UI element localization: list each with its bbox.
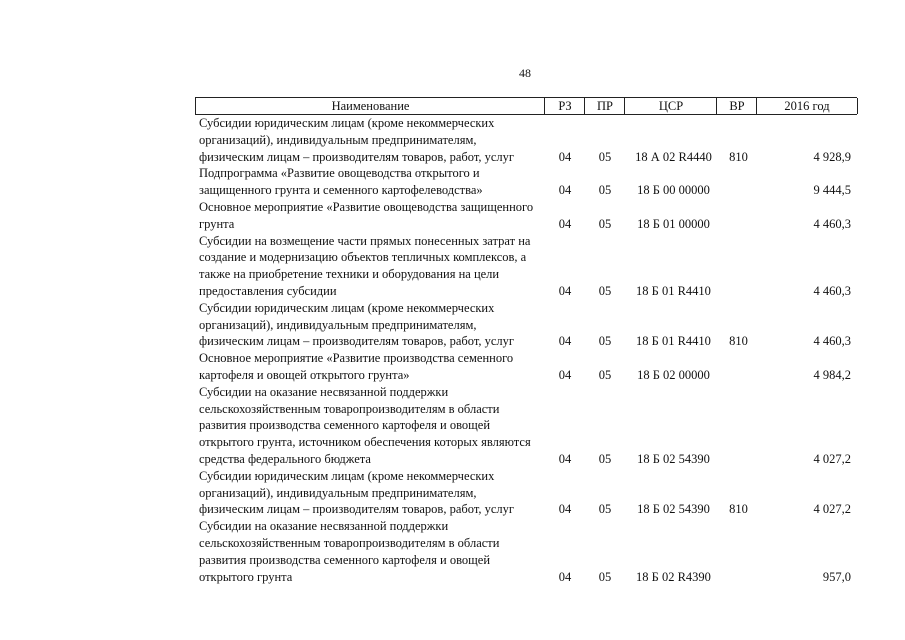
row-csr: 18 Б 01 R4410 — [636, 283, 711, 298]
header-pr: ПР — [584, 98, 625, 114]
table-row — [195, 384, 857, 468]
row-amount: 4 460,3 — [813, 216, 851, 231]
table-header — [195, 97, 857, 115]
row-amount: 957,0 — [822, 569, 851, 584]
page-number: 48 — [519, 66, 531, 80]
row-csr: 18 Б 02 00000 — [637, 367, 710, 382]
row-pr: 05 — [598, 183, 612, 198]
row-pr: 05 — [598, 216, 612, 231]
header-vr: ВР — [716, 98, 757, 114]
table-body — [195, 115, 857, 585]
row-name: Основное мероприятие «Развитие производства семенного картофеля и овощей открытого грунта» — [199, 351, 514, 382]
row-name: Субсидии на оказание несвязанной поддержки сельскохозяйственным товаропроизводителям в области развития производства семенного картофеля и овощей открытого грунта — [199, 519, 500, 584]
row-csr: 18 Б 02 54390 — [637, 502, 710, 517]
table-row — [195, 233, 857, 300]
row-pr: 05 — [598, 149, 612, 164]
row-name: Субсидии юридическим лицам (кроме некоммерческих организаций), индивидуальным предпринимателям, физическим лицам – производителям товаров, работ, услуг — [199, 468, 515, 517]
row-vr: 810 — [729, 149, 748, 164]
row-name: Подпрограмма «Развитие овощеводства открытого и защищенного грунта и семенного картофелеводства» — [199, 166, 483, 198]
row-rz: 04 — [558, 334, 572, 349]
row-pr: 05 — [598, 367, 612, 382]
budget-table — [195, 97, 857, 585]
row-amount: 4 460,3 — [813, 283, 851, 298]
row-name: Субсидии юридическим лицам (кроме некоммерческих организаций), индивидуальным предпринимателям, физическим лицам – производителям товаров, работ, услуг — [199, 300, 515, 349]
row-rz: 04 — [558, 367, 572, 382]
row-rz: 04 — [558, 569, 572, 584]
header-csr: ЦСР — [624, 98, 717, 114]
row-rz: 04 — [558, 451, 572, 466]
row-amount: 4 027,2 — [813, 451, 851, 466]
row-pr: 05 — [598, 502, 612, 517]
row-rz: 04 — [558, 283, 572, 298]
row-csr: 18 Б 02 54390 — [637, 451, 710, 466]
row-amount: 4 984,2 — [813, 367, 851, 382]
header-rz: РЗ — [544, 98, 585, 114]
row-amount: 4 460,3 — [813, 334, 851, 349]
row-csr: 18 А 02 R4440 — [635, 149, 712, 164]
header-year: 2016 год — [756, 98, 858, 114]
table-row — [195, 165, 857, 199]
row-pr: 05 — [598, 569, 612, 584]
table-row — [195, 199, 857, 233]
table-row — [195, 350, 857, 384]
table-row — [195, 300, 857, 350]
row-csr: 18 Б 01 00000 — [637, 216, 710, 231]
row-rz: 04 — [558, 502, 572, 517]
row-pr: 05 — [598, 283, 612, 298]
table-row — [195, 468, 857, 518]
row-pr: 05 — [598, 451, 612, 466]
row-vr: 810 — [729, 502, 748, 517]
row-rz: 04 — [558, 183, 572, 198]
table-row — [195, 518, 857, 585]
row-csr: 18 Б 02 R4390 — [636, 569, 711, 584]
row-name: Основное мероприятие «Развитие овощеводства защищенного грунта — [199, 199, 534, 231]
row-name: Субсидии на оказание несвязанной поддержки сельскохозяйственным товаропроизводителям в области развития производства семенного картофеля и овощей открытого грунта, источником обеспечения которых являются средства федерального бюджета — [199, 384, 531, 466]
row-csr: 18 Б 00 00000 — [637, 183, 710, 198]
table-row — [195, 115, 857, 165]
header-name: Наименование — [195, 98, 545, 114]
row-amount: 9 444,5 — [813, 183, 851, 198]
row-vr: 810 — [729, 334, 748, 349]
row-rz: 04 — [558, 216, 572, 231]
row-amount: 4 928,9 — [813, 149, 851, 164]
row-amount: 4 027,2 — [813, 502, 851, 517]
row-pr: 05 — [598, 334, 612, 349]
row-csr: 18 Б 01 R4410 — [636, 334, 711, 349]
row-rz: 04 — [558, 149, 572, 164]
row-name: Субсидии юридическим лицам (кроме некоммерческих организаций), индивидуальным предпринимателям, физическим лицам – производителям товаров, работ, услуг — [199, 116, 515, 164]
row-name: Субсидии на возмещение части прямых понесенных затрат на создание и модернизацию объектов тепличных комплексов, а также на приобретение техники и оборудования на цели предоставления субсидии — [199, 233, 531, 298]
